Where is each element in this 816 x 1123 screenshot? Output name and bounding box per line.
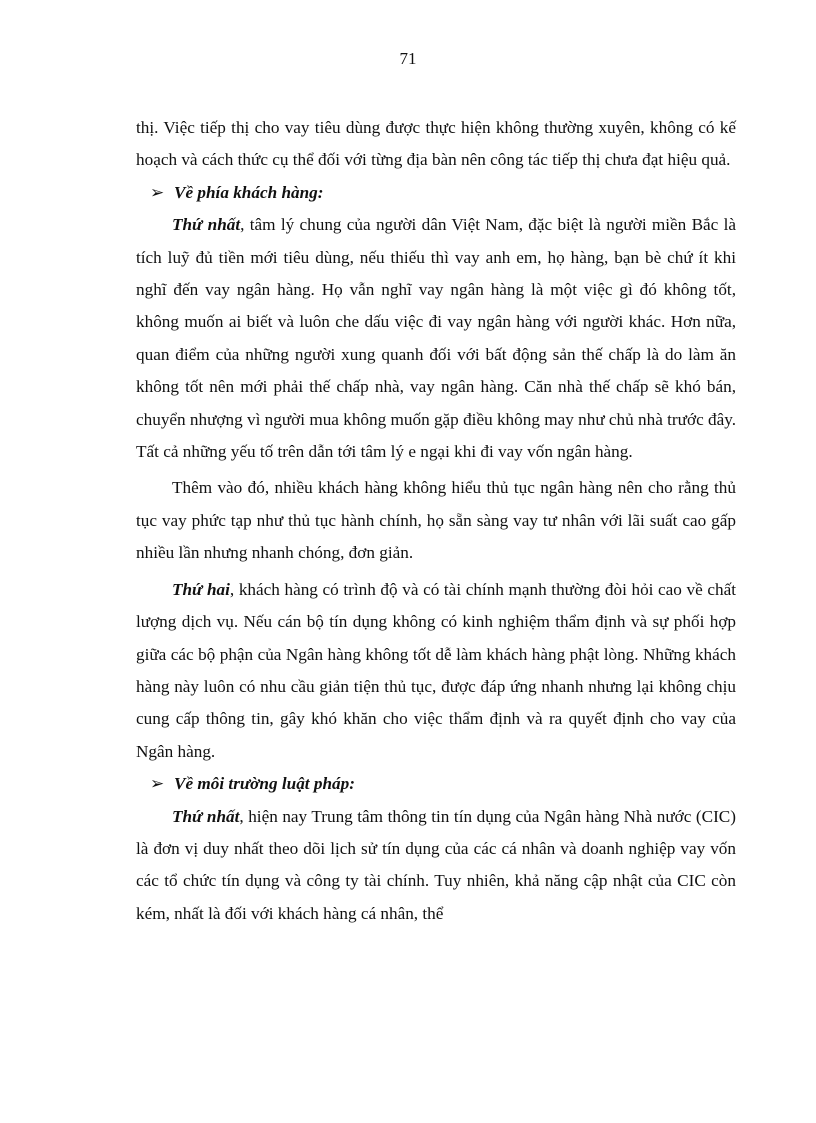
section-heading-customer xyxy=(136,177,736,209)
arrow-bullet-icon: ➢ xyxy=(150,182,165,202)
paragraph-customer-second-text: , khách hàng có trình độ và có tài chính mạnh thường đòi hỏi cao về chất lượng dịch vụ. Nếu cán bộ tín dụng không có kinh nghiệm thẩm định và sự phối hợp giữa các bộ phận của Ngân hàng không tốt dễ làm khách hàng phật lòng. Những khách hàng này luôn có nhu cầu giản tiện thủ tục, được đáp ứng nhanh nhưng lại không chịu cung cấp thông tin, gây khó khăn cho việc thẩm định và ra quyết định cho vay của Ngân hàng. xyxy=(136,579,736,761)
lead-term-first: Thứ nhất xyxy=(172,806,240,826)
paragraph-customer-addition: Thêm vào đó, nhiều khách hàng không hiểu thủ tục ngân hàng nên cho rằng thủ tục vay phức tạp như thủ tục hành chính, họ sẵn sàng vay tư nhân với lãi suất cao gấp nhiều lần nhưng nhanh chóng, đơn giản. xyxy=(136,478,736,563)
lead-term-second: Thứ hai xyxy=(172,579,230,599)
document-body xyxy=(136,112,736,930)
paragraph-customer-second xyxy=(136,574,736,768)
section-heading-customer-text: Về phía khách hàng: xyxy=(174,182,324,202)
section-heading-legal xyxy=(136,768,736,800)
paragraph-legal-first-text: , hiện nay Trung tâm thông tin tín dụng của Ngân hàng Nhà nước (CIC) là đơn vị duy nhất theo dõi lịch sử tín dụng của các cá nhân và doanh nghiệp vay vốn các tổ chức tín dụng và công ty tài chính. Tuy nhiên, khả năng cập nhật của CIC còn kém, nhất là đối với khách hàng cá nhân, thể xyxy=(136,806,736,923)
section-heading-legal-text: Về môi trường luật pháp: xyxy=(174,774,355,794)
paragraph-customer-first xyxy=(136,209,736,468)
arrow-bullet-icon: ➢ xyxy=(150,774,165,794)
paragraph-customer-first-text: , tâm lý chung của người dân Việt Nam, đặc biệt là người miền Bắc là tích luỹ đủ tiền mới tiêu dùng, nếu thiếu thì vay anh em, họ hàng, bạn bè chứ ít khi nghĩ đến vay ngân hàng. Họ vẫn nghĩ vay ngân hàng là một việc gì đó không tốt, không muốn ai biết và luôn che dấu việc đi vay ngân hàng với người khác. Hơn nữa, quan điểm của những người xung quanh đối với bất động sản thế chấp là do làm ăn không tốt nên mới phải thế chấp nhà, vay ngân hàng. Căn nhà thế chấp sẽ khó bán, chuyển nhượng vì người mua không muốn gặp điều không may như chủ nhà trước đây. Tất cả những yếu tố trên dẫn tới tâm lý e ngại khi đi vay vốn ngân hàng. xyxy=(136,215,737,462)
lead-term-first: Thứ nhất xyxy=(172,215,241,235)
paragraph-legal-first xyxy=(136,801,736,931)
page-number: 71 xyxy=(399,49,417,68)
paragraph-intro: thị. Việc tiếp thị cho vay tiêu dùng được thực hiện không thường xuyên, không có kế hoạch và cách thức cụ thể đối với từng địa bàn nên công tác tiếp thị chưa đạt hiệu quả. xyxy=(136,118,736,170)
